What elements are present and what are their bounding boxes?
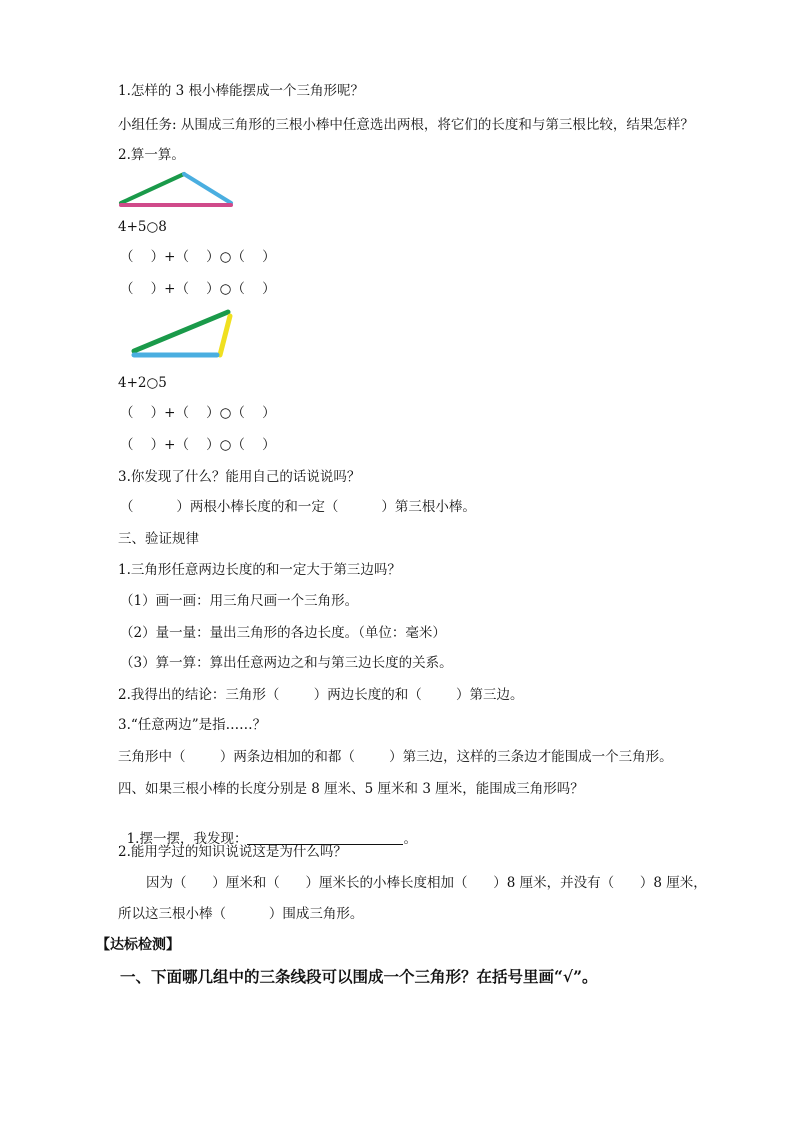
question-2: 2.算一算。 [118, 147, 185, 163]
question-1: 1.怎样的 3 根小棒能摆成一个三角形呢？ [118, 83, 365, 99]
blank-row-1: （ ）+（ ）○（ ） [120, 249, 276, 265]
section-4-heading: 四、如果三根小棒的长度分别是 8 厘米、5 厘米和 3 厘米，能围成三角形吗？ [118, 781, 584, 797]
verify-1a: （1）画一画：用三角尺画一个三角形。 [120, 593, 359, 609]
blank-row-2: （ ）+（ ）○（ ） [120, 281, 276, 297]
question-3: 3.你发现了什么？能用自己的话说说吗？ [118, 469, 361, 485]
blank-row-4: （ ）+（ ）○（ ） [120, 437, 276, 453]
verify-1b: （2）量一量：量出三角形的各边长度。（单位：毫米） [120, 625, 446, 641]
blank-row-3: （ ）+（ ）○（ ） [120, 405, 276, 421]
equation-1: 4+5○8 [118, 219, 167, 235]
check-question-1: 一、下面哪几组中的三条线段可以围成一个三角形？在括号里画“√”。 [120, 967, 598, 986]
group-task: 小组任务: 从围成三角形的三根小棒中任意选出两根，将它们的长度和与第三根比较，结果怎样？ [118, 117, 694, 133]
find-1-prefix: 1.摆一摆，我发现： [126, 831, 248, 847]
find-1-suffix: 。 [403, 831, 417, 847]
green-stick-1 [121, 174, 184, 203]
verify-3: 3.“任意两边”是指……？ [118, 717, 267, 733]
triangle-figure-1 [121, 174, 231, 205]
check-title: 【达标检测】 [96, 937, 180, 953]
equation-2: 4+2○5 [118, 375, 167, 391]
blue-stick-1 [184, 174, 231, 203]
green-stick-2 [134, 312, 228, 351]
verify-3-fill: 三角形中（ ）两条边相加的和都（ ）第三边，这样的三条边才能围成一个三角形。 [118, 749, 673, 765]
yellow-stick-2 [220, 316, 230, 355]
verify-1c: （3）算一算：算出任意两边之和与第三边长度的关系。 [120, 655, 453, 671]
verify-1: 1.三角形任意两边长度的和一定大于第三边吗？ [118, 562, 401, 578]
section-3-heading: 三、验证规律 [118, 531, 199, 547]
find-2: 2.能用学过的知识说说这是为什么吗？ [118, 844, 347, 860]
verify-2: 2.我得出的结论：三角形（ ）两边长度的和（ ）第三边。 [118, 687, 524, 703]
find-2b: 所以这三根小棒（ ）围成三角形。 [118, 906, 364, 922]
find-2a: 因为（ ）厘米和（ ）厘米长的小棒长度相加（ ）8 厘米，并没有（ ）8 厘米， [146, 875, 707, 891]
triangle-figure-2 [134, 312, 230, 355]
question-3-fill: （ ）两根小棒长度的和一定（ ）第三根小棒。 [120, 499, 476, 515]
